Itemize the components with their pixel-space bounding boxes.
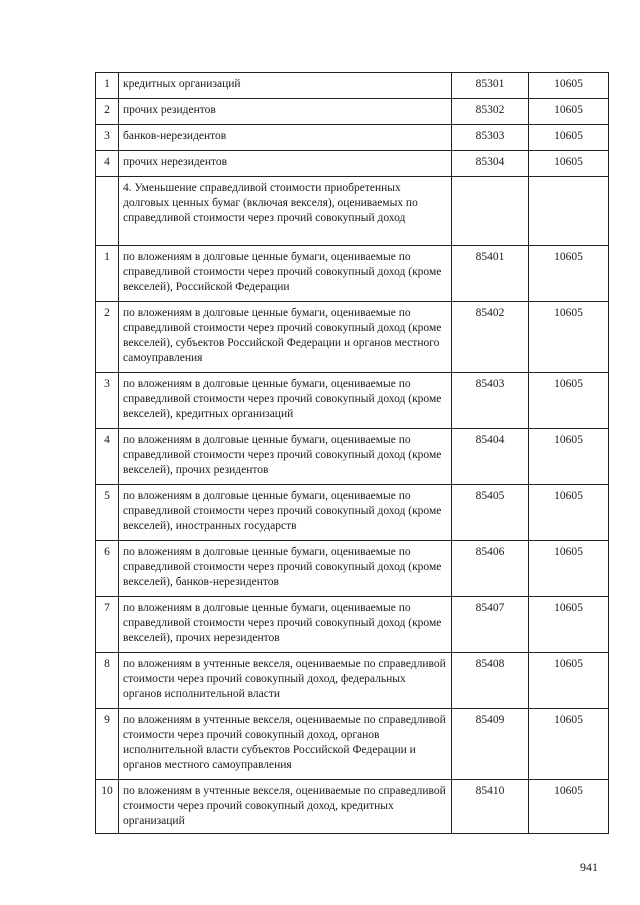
row-number: 6 bbox=[96, 541, 119, 597]
row-number: 2 bbox=[96, 99, 119, 125]
table-row bbox=[96, 73, 609, 99]
symbol-code: 10605 bbox=[529, 151, 609, 177]
row-number: 10 bbox=[96, 780, 119, 834]
row-number: 1 bbox=[96, 246, 119, 302]
account-code: 85407 bbox=[452, 597, 529, 653]
row-description: по вложениям в долговые ценные бумаги, оцениваемые по справедливой стоимости через прочий совокупный доход (кроме векселей), прочих нерезидентов bbox=[119, 597, 452, 653]
table-row bbox=[96, 709, 609, 780]
table-row bbox=[96, 653, 609, 709]
row-number: 7 bbox=[96, 597, 119, 653]
account-code: 85304 bbox=[452, 151, 529, 177]
symbol-code: 10605 bbox=[529, 373, 609, 429]
row-description: банков-нерезидентов bbox=[119, 125, 452, 151]
row-number bbox=[96, 177, 119, 246]
table-row bbox=[96, 302, 609, 373]
table-row bbox=[96, 99, 609, 125]
table-row bbox=[96, 125, 609, 151]
account-code: 85405 bbox=[452, 485, 529, 541]
row-description: по вложениям в учтенные векселя, оцениваемые по справедливой стоимости через прочий совокупный доход, федеральных органов исполнительной власти bbox=[119, 653, 452, 709]
account-code: 85302 bbox=[452, 99, 529, 125]
symbol-code: 10605 bbox=[529, 709, 609, 780]
symbol-code: 10605 bbox=[529, 246, 609, 302]
row-number: 1 bbox=[96, 73, 119, 99]
accounts-table bbox=[95, 72, 609, 834]
row-number: 5 bbox=[96, 485, 119, 541]
symbol-code bbox=[529, 177, 609, 246]
symbol-code: 10605 bbox=[529, 780, 609, 834]
row-description: прочих нерезидентов bbox=[119, 151, 452, 177]
account-code: 85404 bbox=[452, 429, 529, 485]
table-row bbox=[96, 597, 609, 653]
account-code: 85303 bbox=[452, 125, 529, 151]
row-description: по вложениям в учтенные векселя, оцениваемые по справедливой стоимости через прочий совокупный доход, кредитных организаций bbox=[119, 780, 452, 834]
account-code: 85406 bbox=[452, 541, 529, 597]
page-number: 941 bbox=[580, 860, 598, 874]
table-row bbox=[96, 485, 609, 541]
account-code: 85403 bbox=[452, 373, 529, 429]
row-description: кредитных организаций bbox=[119, 73, 452, 99]
row-number: 3 bbox=[96, 125, 119, 151]
symbol-code: 10605 bbox=[529, 541, 609, 597]
row-description: по вложениям в долговые ценные бумаги, оцениваемые по справедливой стоимости через прочий совокупный доход (кроме векселей), субъектов Российской Федерации и органов местного самоуправления bbox=[119, 302, 452, 373]
symbol-code: 10605 bbox=[529, 99, 609, 125]
row-number: 4 bbox=[96, 429, 119, 485]
account-code: 85410 bbox=[452, 780, 529, 834]
table-row bbox=[96, 246, 609, 302]
account-code: 85408 bbox=[452, 653, 529, 709]
symbol-code: 10605 bbox=[529, 653, 609, 709]
row-description: прочих резидентов bbox=[119, 99, 452, 125]
row-description: по вложениям в долговые ценные бумаги, оцениваемые по справедливой стоимости через прочий совокупный доход (кроме векселей), иностранных государств bbox=[119, 485, 452, 541]
row-number: 9 bbox=[96, 709, 119, 780]
table-row bbox=[96, 541, 609, 597]
row-description: по вложениям в долговые ценные бумаги, оцениваемые по справедливой стоимости через прочий совокупный доход (кроме векселей), прочих резидентов bbox=[119, 429, 452, 485]
table-row bbox=[96, 780, 609, 834]
symbol-code: 10605 bbox=[529, 429, 609, 485]
table-row bbox=[96, 373, 609, 429]
row-description: по вложениям в долговые ценные бумаги, оцениваемые по справедливой стоимости через прочий совокупный доход (кроме векселей), кредитных организаций bbox=[119, 373, 452, 429]
row-number: 8 bbox=[96, 653, 119, 709]
account-code: 85401 bbox=[452, 246, 529, 302]
symbol-code: 10605 bbox=[529, 302, 609, 373]
row-number: 2 bbox=[96, 302, 119, 373]
symbol-code: 10605 bbox=[529, 597, 609, 653]
row-description: по вложениям в долговые ценные бумаги, оцениваемые по справедливой стоимости через прочий совокупный доход (кроме векселей), Российской Федерации bbox=[119, 246, 452, 302]
row-number: 4 bbox=[96, 151, 119, 177]
symbol-code: 10605 bbox=[529, 73, 609, 99]
account-code: 85409 bbox=[452, 709, 529, 780]
row-description: по вложениям в учтенные векселя, оцениваемые по справедливой стоимости через прочий совокупный доход, органов исполнительной власти субъектов Российской Федерации и органов местного самоуправления bbox=[119, 709, 452, 780]
account-code: 85402 bbox=[452, 302, 529, 373]
table-row bbox=[96, 429, 609, 485]
section-heading: 4. Уменьшение справедливой стоимости приобретенных долговых ценных бумаг (включая векселя), оцениваемых по справедливой стоимости через прочий совокупный доход bbox=[119, 177, 452, 246]
row-number: 3 bbox=[96, 373, 119, 429]
table-row bbox=[96, 151, 609, 177]
row-description: по вложениям в долговые ценные бумаги, оцениваемые по справедливой стоимости через прочий совокупный доход (кроме векселей), банков-нерезидентов bbox=[119, 541, 452, 597]
account-code: 85301 bbox=[452, 73, 529, 99]
section-header-row bbox=[96, 177, 609, 246]
account-code bbox=[452, 177, 529, 246]
symbol-code: 10605 bbox=[529, 125, 609, 151]
symbol-code: 10605 bbox=[529, 485, 609, 541]
